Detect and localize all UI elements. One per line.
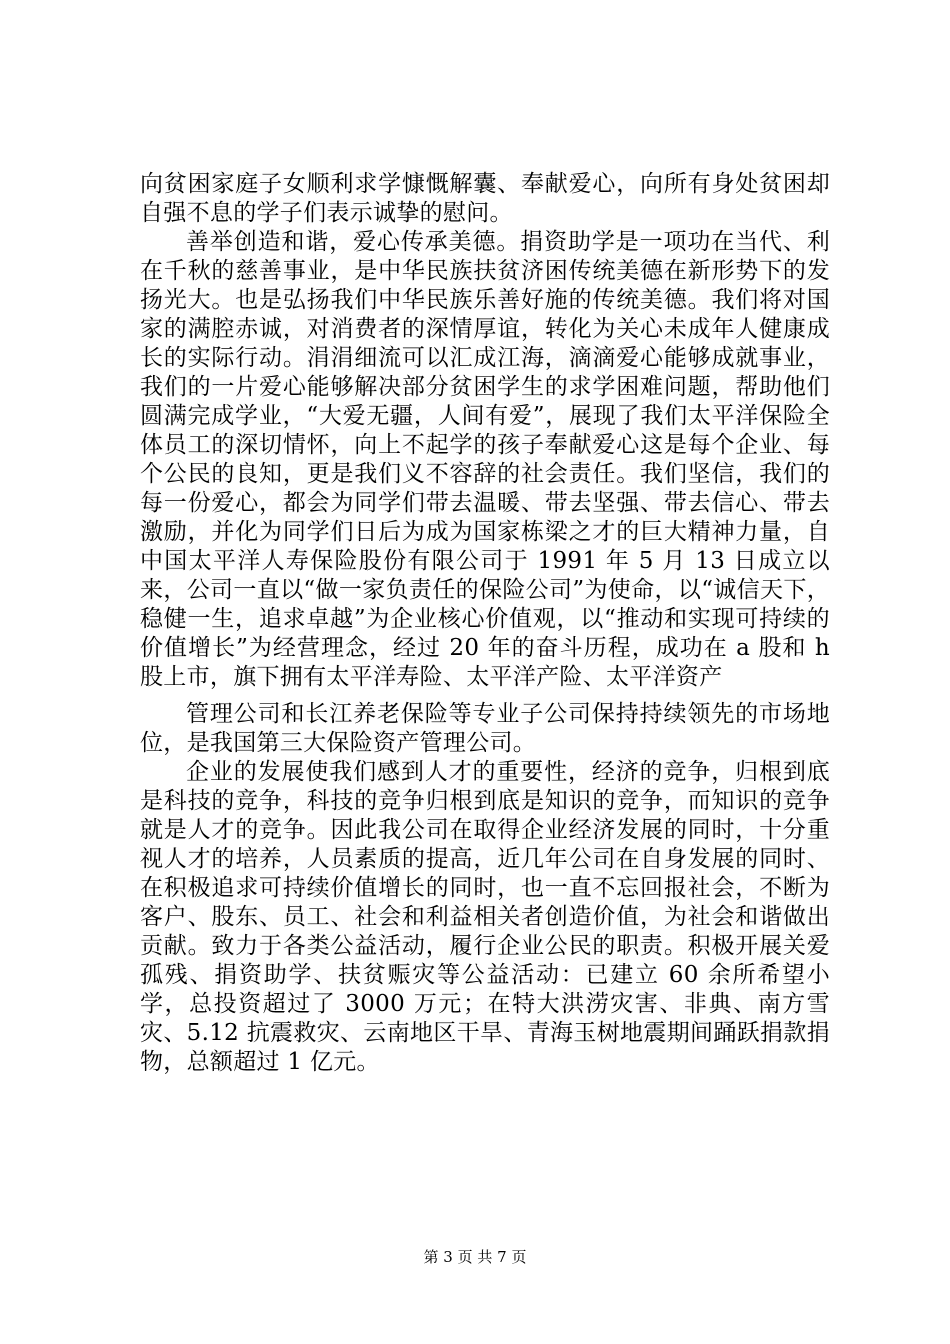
paragraph-3: 管理公司和长江养老保险等专业子公司保持持续领先的市场地位，是我国第三大保险资产管理公司。 — [140, 701, 830, 756]
paragraph-2: 善举创造和谐，爱心传承美德。捐资助学是一项功在当代、利在千秋的慈善事业，是中华民族扶贫济困传统美德在新形势下的发扬光大。也是弘扬我们中华民族乐善好施的传统美德。我们将对国家的满腔赤诚，对消费者的深情厚谊，转化为关心未成年人健康成长的实际行动。涓涓细流可以汇成江海，滴滴爱心能够成就事业，我们的一片爱心能够解决部分贫困学生的求学困难问题，帮助他们圆满完成学业，“大爱无疆，人间有爱”，展现了我们太平洋保险全体员工的深切情怀，向上不起学的孩子奉献爱心这是每个企业、每个公民的良知，更是我们义不容辞的社会责任。我们坚信，我们的每一份爱心，都会为同学们带去温暖、带去坚强、带去信心、带去激励，并化为同学们日后为成为国家栋梁之才的巨大精神力量，自中国太平洋人寿保险股份有限公司于 1991 年 5 月 13 日成立以来，公司一直以“做一家负责任的保险公司”为使命，以“诚信天下，稳健一生，追求卓越”为企业核心价值观，以“推动和实现可持续的价值增长”为经营理念，经过 20 年的奋斗历程，成功在 a 股和 h 股上市，旗下拥有太平洋寿险、太平洋产险、太平洋资产 — [140, 229, 830, 690]
paragraph-4: 企业的发展使我们感到人才的重要性，经济的竞争，归根到底是科技的竞争，科技的竞争归根到底是知识的竞争，而知识的竞争就是人才的竞争。因此我公司在取得企业经济发展的同时，十分重视人才的培养，人员素质的提高，近几年公司在自身发展的同时、在积极追求可持续价值增长的同时，也一直不忘回报社会，不断为客户、股东、员工、社会和利益相关者创造价值，为社会和谐做出贡献。致力于各类公益活动，履行企业公民的职责。积极开展关爱孤残、捐资助学、扶贫赈灾等公益活动：已建立 60 余所希望小学，总投资超过了 3000 万元；在特大洪涝灾害、非典、南方雪灾、5.12 抗震救灾、云南地区干旱、青海玉树地震期间踊跃捐款捐物，总额超过 1 亿元。 — [140, 759, 830, 1075]
paragraph-1: 向贫困家庭子女顺利求学慷慨解囊、奉献爱心，向所有身处贫困却自强不息的学子们表示诚挚的慰问。 — [140, 171, 830, 226]
document-body — [140, 170, 830, 1077]
page-footer: 第 3 页 共 7 页 — [423, 1248, 527, 1266]
